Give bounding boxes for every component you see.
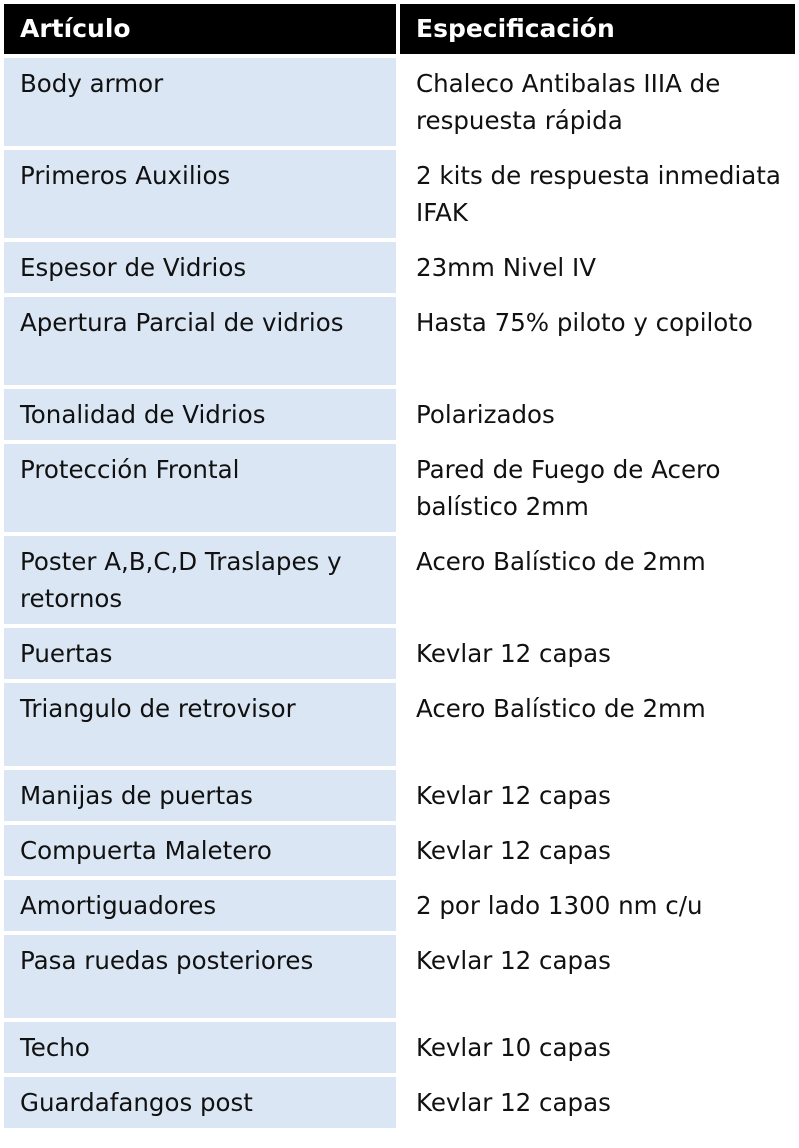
- row-spec: Kevlar 10 capas: [400, 1022, 795, 1073]
- row-item: Triangulo de retrovisor: [4, 683, 396, 766]
- header-especificacion: Especificación: [400, 4, 795, 54]
- row-spec: Polarizados: [400, 389, 795, 440]
- header-articulo: Artículo: [4, 4, 396, 54]
- row-spec: 23mm Nivel IV: [400, 242, 795, 293]
- row-spec: Kevlar 12 capas: [400, 1077, 795, 1128]
- row-item: Compuerta Maletero: [4, 825, 396, 876]
- row-spec: Kevlar 12 capas: [400, 935, 795, 1018]
- row-item: Tonalidad de Vidrios: [4, 389, 396, 440]
- row-item: Amortiguadores: [4, 880, 396, 931]
- row-item: Protección Frontal: [4, 444, 396, 532]
- row-spec: Chaleco Antibalas IIIA de respuesta rápida: [400, 58, 795, 146]
- row-item: Manijas de puertas: [4, 770, 396, 821]
- row-spec: Kevlar 12 capas: [400, 825, 795, 876]
- row-spec: Kevlar 12 capas: [400, 770, 795, 821]
- row-item: Pasa ruedas posteriores: [4, 935, 396, 1018]
- row-item: Body armor: [4, 58, 396, 146]
- row-item: Apertura Parcial de vidrios: [4, 297, 396, 385]
- row-item: Poster A,B,C,D Traslapes y retornos: [4, 536, 396, 624]
- row-spec: Kevlar 12 capas: [400, 628, 795, 679]
- row-item: Puertas: [4, 628, 396, 679]
- row-spec: Pared de Fuego de Acero balístico 2mm: [400, 444, 795, 532]
- row-spec: 2 por lado 1300 nm c/u: [400, 880, 795, 931]
- row-spec: Hasta 75% piloto y copiloto: [400, 297, 795, 385]
- row-item: Espesor de Vidrios: [4, 242, 396, 293]
- row-item: Techo: [4, 1022, 396, 1073]
- row-item: Primeros Auxilios: [4, 150, 396, 238]
- row-item: Guardafangos post: [4, 1077, 396, 1128]
- spec-table: [4, 4, 795, 1137]
- row-spec: Acero Balístico de 2mm: [400, 683, 795, 766]
- row-spec: Acero Balístico de 2mm: [400, 536, 795, 624]
- row-spec: 2 kits de respuesta inmediata IFAK: [400, 150, 795, 238]
